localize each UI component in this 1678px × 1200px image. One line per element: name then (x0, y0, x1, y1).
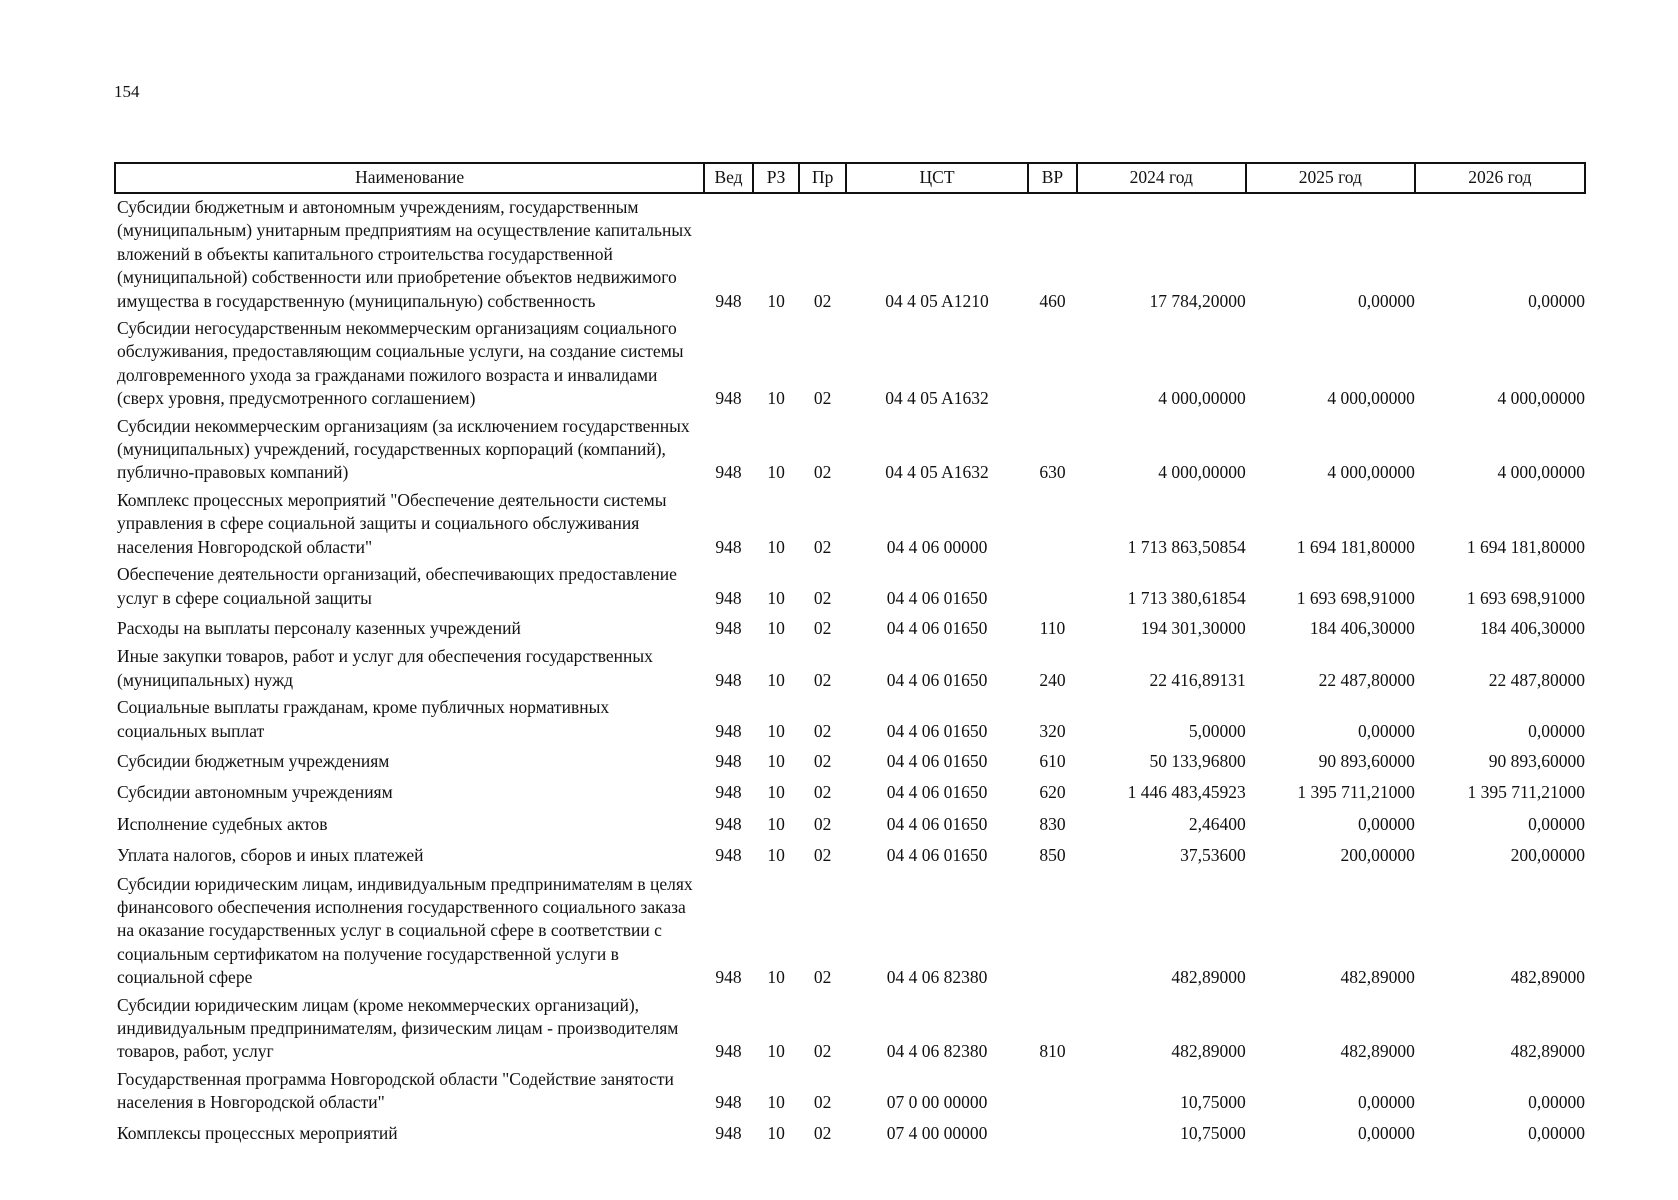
table-row (115, 694, 1585, 745)
cell-name: Иные закупки товаров, работ и услуг для обеспечения государственных (муниципальных) нужд (117, 646, 653, 690)
cell-vr: 240 (1039, 669, 1066, 690)
cell-pr: 02 (813, 617, 832, 638)
cell-rz: 10 (767, 617, 785, 638)
table-row (115, 1066, 1585, 1117)
cell-name: Обеспечение деятельности организаций, обеспечивающих предоставление услуг в сфере социальной защиты (117, 564, 677, 608)
cell-2025: 1 395 711,21000 (1297, 782, 1415, 803)
cell-2024: 37,53600 (1180, 845, 1246, 866)
cell-pr: 02 (813, 1041, 832, 1062)
cell-2024: 17 784,20000 (1149, 290, 1246, 311)
cell-2025: 22 487,80000 (1318, 669, 1415, 690)
table-row (115, 643, 1585, 694)
cell-2026: 90 893,60000 (1488, 750, 1585, 771)
table-row (115, 1117, 1585, 1148)
cell-cst: 04 4 06 01650 (886, 813, 988, 834)
table-row (115, 745, 1585, 776)
cell-cst: 04 4 05 A1210 (885, 290, 989, 311)
cell-ved: 948 (715, 813, 742, 834)
cell-vr (1028, 1066, 1077, 1117)
cell-name: Субсидии негосударственным некоммерческим организациям социального обслуживания, предоставляющим социальные услуги, на создание системы долговременного ухода за гражданами пожилого возраста и инвалидами (сверх уровня, предусмотренного соглашением) (117, 318, 684, 409)
cell-vr: 830 (1039, 813, 1066, 834)
cell-pr: 02 (813, 669, 832, 690)
cell-2025: 482,89000 (1340, 967, 1415, 988)
cell-ved: 948 (715, 1092, 742, 1113)
cell-2026: 1 694 181,80000 (1466, 536, 1585, 557)
cell-2026: 22 487,80000 (1488, 669, 1585, 690)
cell-cst: 07 0 00 00000 (886, 1092, 988, 1113)
cell-cst: 04 4 05 A1632 (885, 388, 989, 409)
cell-cst: 04 4 05 A1632 (885, 462, 989, 483)
cell-rz: 10 (767, 720, 785, 741)
cell-pr: 02 (813, 813, 832, 834)
cell-2025: 0,00000 (1357, 813, 1415, 834)
cell-rz: 10 (767, 1122, 785, 1143)
table-row (115, 871, 1585, 992)
cell-ved: 948 (715, 1122, 742, 1143)
cell-rz: 10 (767, 669, 785, 690)
cell-ved: 948 (715, 290, 742, 311)
cell-vr (1028, 315, 1077, 413)
cell-rz: 10 (767, 750, 785, 771)
cell-vr (1028, 487, 1077, 561)
cell-cst: 04 4 06 01650 (886, 587, 988, 608)
cell-ved: 948 (715, 845, 742, 866)
cell-name: Субсидии автономным учреждениям (117, 782, 393, 803)
cell-cst: 04 4 06 82380 (886, 967, 988, 988)
table-row (115, 487, 1585, 561)
cell-2024: 50 133,96800 (1149, 750, 1246, 771)
cell-pr: 02 (813, 290, 832, 311)
cell-vr: 460 (1039, 290, 1066, 311)
cell-pr: 02 (813, 1092, 832, 1113)
cell-ved: 948 (715, 1041, 742, 1062)
budget-table (114, 162, 1586, 1148)
cell-ved: 948 (715, 617, 742, 638)
table-row (115, 413, 1585, 487)
cell-pr: 02 (813, 536, 832, 557)
cell-2026: 200,00000 (1510, 845, 1585, 866)
cell-vr (1028, 1117, 1077, 1148)
cell-2024: 4 000,00000 (1158, 388, 1246, 409)
cell-pr: 02 (813, 967, 832, 988)
cell-2024: 194 301,30000 (1140, 617, 1246, 638)
cell-pr: 02 (813, 782, 832, 803)
cell-2025: 0,00000 (1357, 290, 1415, 311)
cell-2025: 0,00000 (1357, 1092, 1415, 1113)
cell-rz: 10 (767, 1092, 785, 1113)
cell-2024: 22 416,89131 (1149, 669, 1246, 690)
header-ved: Вед (704, 163, 753, 193)
cell-vr: 610 (1039, 750, 1066, 771)
cell-2025: 0,00000 (1357, 1122, 1415, 1143)
cell-rz: 10 (767, 536, 785, 557)
cell-pr: 02 (813, 1122, 832, 1143)
cell-2026: 0,00000 (1528, 290, 1585, 311)
cell-name: Субсидии бюджетным учреждениям (117, 750, 390, 771)
cell-2026: 0,00000 (1528, 1122, 1585, 1143)
cell-2024: 1 713 863,50854 (1127, 536, 1246, 557)
cell-rz: 10 (767, 845, 785, 866)
header-pr: Пр (799, 163, 846, 193)
cell-rz: 10 (767, 782, 785, 803)
header-cst: ЦСТ (846, 163, 1028, 193)
cell-2024: 4 000,00000 (1158, 462, 1246, 483)
cell-rz: 10 (767, 1041, 785, 1062)
table-row (115, 808, 1585, 839)
cell-cst: 04 4 06 01650 (886, 617, 988, 638)
cell-pr: 02 (813, 587, 832, 608)
cell-cst: 04 4 06 01650 (886, 845, 988, 866)
cell-name: Субсидии бюджетным и автономным учреждениям, государственным (муниципальным) унитарным предприятиям на осуществление капитальных вложений в объекты капитального строительства государственной (муниципальной) собственности или приобретение объектов недвижимого имущества в государственную (муниципальную) собственность (117, 197, 692, 311)
cell-ved: 948 (715, 782, 742, 803)
cell-ved: 948 (715, 587, 742, 608)
cell-name: Комплексы процессных мероприятий (117, 1122, 398, 1143)
cell-vr (1028, 871, 1077, 992)
cell-2026: 4 000,00000 (1497, 462, 1585, 483)
cell-2026: 184 406,30000 (1480, 617, 1585, 638)
cell-name: Расходы на выплаты персоналу казенных учреждений (117, 617, 521, 638)
cell-vr: 320 (1039, 720, 1066, 741)
cell-2024: 1 713 380,61854 (1127, 587, 1246, 608)
cell-vr: 850 (1039, 845, 1066, 866)
table-body (115, 193, 1585, 1148)
cell-name: Государственная программа Новгородской области "Содействие занятости населения в Новгородской области" (117, 1068, 674, 1113)
cell-2025: 482,89000 (1340, 1041, 1415, 1062)
cell-2026: 4 000,00000 (1497, 388, 1585, 409)
cell-2025: 0,00000 (1357, 720, 1415, 741)
cell-rz: 10 (767, 462, 785, 483)
cell-2026: 1 395 711,21000 (1467, 782, 1585, 803)
header-vr: ВР (1028, 163, 1077, 193)
table-row (115, 776, 1585, 807)
cell-pr: 02 (813, 720, 832, 741)
cell-2026: 0,00000 (1528, 1092, 1585, 1113)
cell-cst: 07 4 00 00000 (886, 1122, 988, 1143)
cell-2024: 482,89000 (1171, 1041, 1246, 1062)
cell-vr: 110 (1039, 617, 1066, 638)
cell-name: Социальные выплаты гражданам, кроме публичных нормативных социальных выплат (117, 697, 610, 741)
cell-2026: 482,89000 (1510, 967, 1585, 988)
cell-2025: 184 406,30000 (1309, 617, 1415, 638)
cell-cst: 04 4 06 01650 (886, 782, 988, 803)
cell-pr: 02 (813, 462, 832, 483)
cell-2024: 10,75000 (1180, 1092, 1246, 1113)
table-row (115, 839, 1585, 870)
page-number: 154 (114, 82, 140, 101)
cell-2024: 5,00000 (1188, 720, 1246, 741)
table-row (115, 193, 1585, 315)
cell-2025: 90 893,60000 (1318, 750, 1415, 771)
cell-name: Субсидии некоммерческим организациям (за исключением государственных (муниципальных) учреждений, государственных корпораций (компаний), публично-правовых компаний) (117, 415, 690, 483)
cell-ved: 948 (715, 462, 742, 483)
table-row (115, 992, 1585, 1066)
cell-pr: 02 (813, 750, 832, 771)
cell-ved: 948 (715, 669, 742, 690)
cell-2025: 4 000,00000 (1327, 388, 1415, 409)
header-2025: 2025 год (1246, 163, 1415, 193)
header-rz: РЗ (753, 163, 800, 193)
cell-cst: 04 4 06 01650 (886, 720, 988, 741)
header-name: Наименование (115, 163, 704, 193)
cell-2026: 0,00000 (1528, 720, 1585, 741)
cell-2024: 482,89000 (1171, 967, 1246, 988)
cell-cst: 04 4 06 00000 (886, 536, 988, 557)
cell-2026: 1 693 698,91000 (1466, 587, 1585, 608)
cell-rz: 10 (767, 587, 785, 608)
header-row (115, 163, 1585, 193)
cell-rz: 10 (767, 388, 785, 409)
cell-ved: 948 (715, 536, 742, 557)
cell-ved: 948 (715, 388, 742, 409)
cell-cst: 04 4 06 82380 (886, 1041, 988, 1062)
cell-ved: 948 (715, 720, 742, 741)
cell-rz: 10 (767, 813, 785, 834)
table-row (115, 612, 1585, 643)
cell-rz: 10 (767, 967, 785, 988)
cell-name: Комплекс процессных мероприятий "Обеспечение деятельности системы управления в сфере социальной защиты и социального обслуживания населения Новгородской области" (117, 489, 667, 557)
cell-ved: 948 (715, 967, 742, 988)
cell-2024: 1 446 483,45923 (1127, 782, 1246, 803)
cell-rz: 10 (767, 290, 785, 311)
cell-pr: 02 (813, 388, 832, 409)
cell-vr: 630 (1039, 462, 1066, 483)
cell-name: Уплата налогов, сборов и иных платежей (117, 845, 424, 866)
cell-cst: 04 4 06 01650 (886, 669, 988, 690)
cell-vr (1028, 561, 1077, 612)
cell-pr: 02 (813, 845, 832, 866)
cell-ved: 948 (715, 750, 742, 771)
cell-name: Субсидии юридическим лицам, индивидуальным предпринимателям в целях финансового обеспечения исполнения государственного социального заказа на оказание государственных услуг в социальной сфере в соответствии с социальным сертификатом на получение государственной услуги в социальной сфере (117, 873, 693, 988)
cell-name: Исполнение судебных актов (117, 813, 328, 834)
cell-2024: 10,75000 (1180, 1122, 1246, 1143)
cell-vr: 810 (1039, 1041, 1066, 1062)
table-row (115, 561, 1585, 612)
cell-2025: 4 000,00000 (1327, 462, 1415, 483)
cell-2024: 2,46400 (1188, 813, 1246, 834)
cell-2026: 0,00000 (1528, 813, 1585, 834)
cell-cst: 04 4 06 01650 (886, 750, 988, 771)
header-2026: 2026 год (1415, 163, 1585, 193)
cell-2025: 200,00000 (1340, 845, 1415, 866)
cell-2026: 482,89000 (1510, 1041, 1585, 1062)
cell-vr: 620 (1039, 782, 1066, 803)
table-row (115, 315, 1585, 413)
cell-2025: 1 693 698,91000 (1296, 587, 1415, 608)
header-2024: 2024 год (1077, 163, 1246, 193)
cell-2025: 1 694 181,80000 (1296, 536, 1415, 557)
cell-name: Субсидии юридическим лицам (кроме некоммерческих организаций), индивидуальным предпринимателям, физическим лицам - производителям товаров, работ, услуг (117, 994, 679, 1062)
